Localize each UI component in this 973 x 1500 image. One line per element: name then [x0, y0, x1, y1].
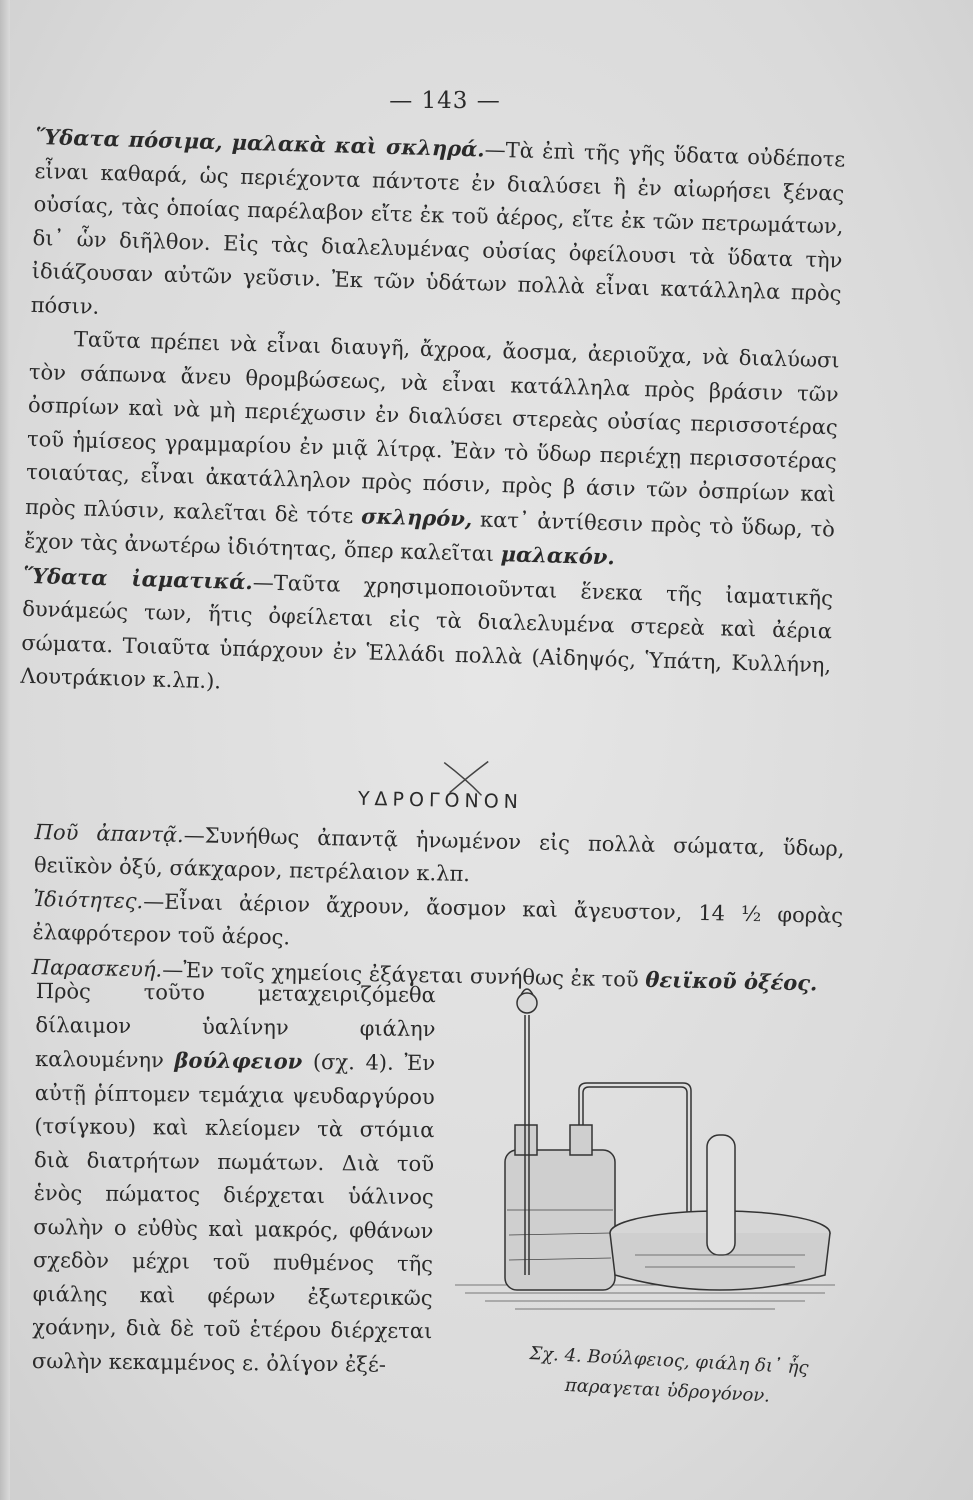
preparation-text: —Ἐν τοῖς χημείοις ἐξάγεται συνήθως ἐκ τοῦ [161, 957, 646, 992]
preparation-text-2: Πρὸς τοῦτο μεταχειριζόμεθα δίλαιμον ὑαλίνην φιάλην καλουμένην [34, 978, 436, 1073]
section-potable-waters [30, 120, 845, 345]
hydrogen-title-text: ΥΔΡΟΓΟΝΟΝ [357, 787, 524, 814]
section-heading-healing: Ὕδατα ἰαματικά. [22, 562, 254, 594]
section-text-potable: —Τὰ ἐπὶ τῆς γῆς ὕδατα οὐδέποτε εἶναι καθαρά, ὡς περιέχοντα πάντοτε ἐν διαλύσει ἢ ἐν αἰωρήσει ξένας οὐσίας, τὰς ὁποίας παρέλαβον εἴτε ἐκ τοῦ ἀέρος, εἴτε ἐκ τῶν πετρωμάτων, δι᾽ ὧν διῆλθον. Εἰς τὰς διαλελυμένας οὐσίας ὀφείλουσι τὰ ὕδατα τὴν ἰδιάζουσαν αὐτῶν γεῦσιν. Ἐκ τῶν ὑδάτων πολλὰ εἶναι κατάλληλα πρὸς πόσιν. [30, 137, 846, 319]
term-woulfe-bottle: βούλφειον [174, 1047, 303, 1074]
properties-text: —Εἶναι ἀέριον ἄχρουν, ἄοσμον καὶ ἄγευστον, 14 ½ φορὰς ἐλαφρότερον τοῦ ἀέρος. [32, 888, 844, 950]
paragraph-text-b: κατ᾽ ἀντίθεσιν πρὸς τὸ ὕδωρ, τὸ ἔχον τὰς ἀνωτέρω ἰδιότητας, ὅπερ καλεῖται [23, 506, 836, 567]
upper-text-block [20, 120, 846, 716]
heading-where-found: Ποῦ ἀπαντᾷ. [34, 819, 185, 847]
term-soft-water: μαλακόν. [500, 541, 616, 570]
paragraph-text: Ταῦτα πρέπει νὰ εἶναι διαυγῆ, ἄχροα, ἄοσμα, ἀεριοῦχα, νὰ διαλύωσι τὸν σάπωνα ἄνευ θρομβώσεως, νὰ εἶναι κατάλληλα πρὸς βράσιν τῶν ὀσπρίων καὶ νὰ μὴ περιέχωσιν ἐν διαλύσει στερεὰς οὐσίας περισσοτέρας τοῦ ἡμίσεος γραμμαρίου ἐν μιᾷ λίτρᾳ. Ἐὰν τὸ ὕδωρ περιέχῃ περισσοτέρας τοιαύτας, εἶναι ἀκατάλληλον πρὸς πόσιν, πρὸς β άσιν τῶν ὀσπρίων καὶ πρὸς πλύσιν, καλεῖται δὲ τότε [24, 327, 840, 528]
term-hard-water: σκληρόν, [360, 502, 473, 531]
hydrogen-section [31, 768, 845, 1001]
heading-properties: Ἰδιότητες. [33, 886, 144, 913]
pencil-cross-mark-icon [435, 756, 496, 797]
figure-caption [507, 1338, 830, 1415]
where-found-text: —Συνήθως ἀπαντᾷ ἡνωμένον εἰς πολλὰ σώματα, ὕδωρ, θειϊκὸν ὀξύ, σάκχαρον, πετρέλαιον κ.λπ. [33, 822, 845, 887]
caption-line-1: Σχ. 4. Βούλφειος, φιάλη δι᾽ ἧς [529, 1343, 810, 1379]
page-number: — 143 — [389, 88, 501, 114]
page-spine-shadow [0, 0, 10, 1500]
section-heading-potable: Ὕδατα πόσιμα, μαλακὰ καὶ σκληρά. [35, 123, 486, 162]
section-healing-waters [20, 558, 833, 716]
preparation-text-3: (σχ. 4). Ἐν αὐτῇ ῥίπτομεν τεμάχια ψευδαργύρου (τσίγκου) καὶ κλείομεν τὰ στόμια διὰ διατρήτων πωμάτων. Διὰ τοῦ ἑνὸς πώματος διέρχεται ὑάλινος σωλὴν ο εὐθὺς καὶ μακρός, φθάνων σχεδὸν μέχρι τοῦ πυθμένος τῆς φιάλης καὶ φέρων ἐξωτερικῶς χοάνην, διὰ δὲ τοῦ ἑτέρου διέρχεται σωλὴν κεκαμμένος ε. ὀλίγον ἐξέ- [31, 1049, 436, 1377]
woulfe-bottle-illustration [445, 975, 845, 1335]
heading-preparation: Παρασκευή. [31, 954, 163, 982]
term-sulfuric-acid: θειϊκοῦ ὀξέος. [645, 966, 818, 995]
paragraph-water-quality [24, 322, 840, 581]
preparation-continued [32, 975, 436, 1382]
preparation-column [32, 975, 436, 1382]
caption-line-2: παραγεται ὑδρογόνον. [564, 1374, 771, 1407]
section-text-healing: —Ταῦτα χρησιμοποιοῦνται ἕνεκα τῆς ἰαματικῆς δυνάμεώς των, ἥτις ὀφείλεται εἰς τὰ διαλελυμένα στερεὰ καὶ ἀέρια σώματα. Τοιαῦτα ὑπάρχουν ἐν Ἑλλάδι πολλὰ (Αἰδηψός, Ὑπάτη, Κυλλήνη, Λουτράκιον κ.λπ.). [20, 569, 834, 694]
